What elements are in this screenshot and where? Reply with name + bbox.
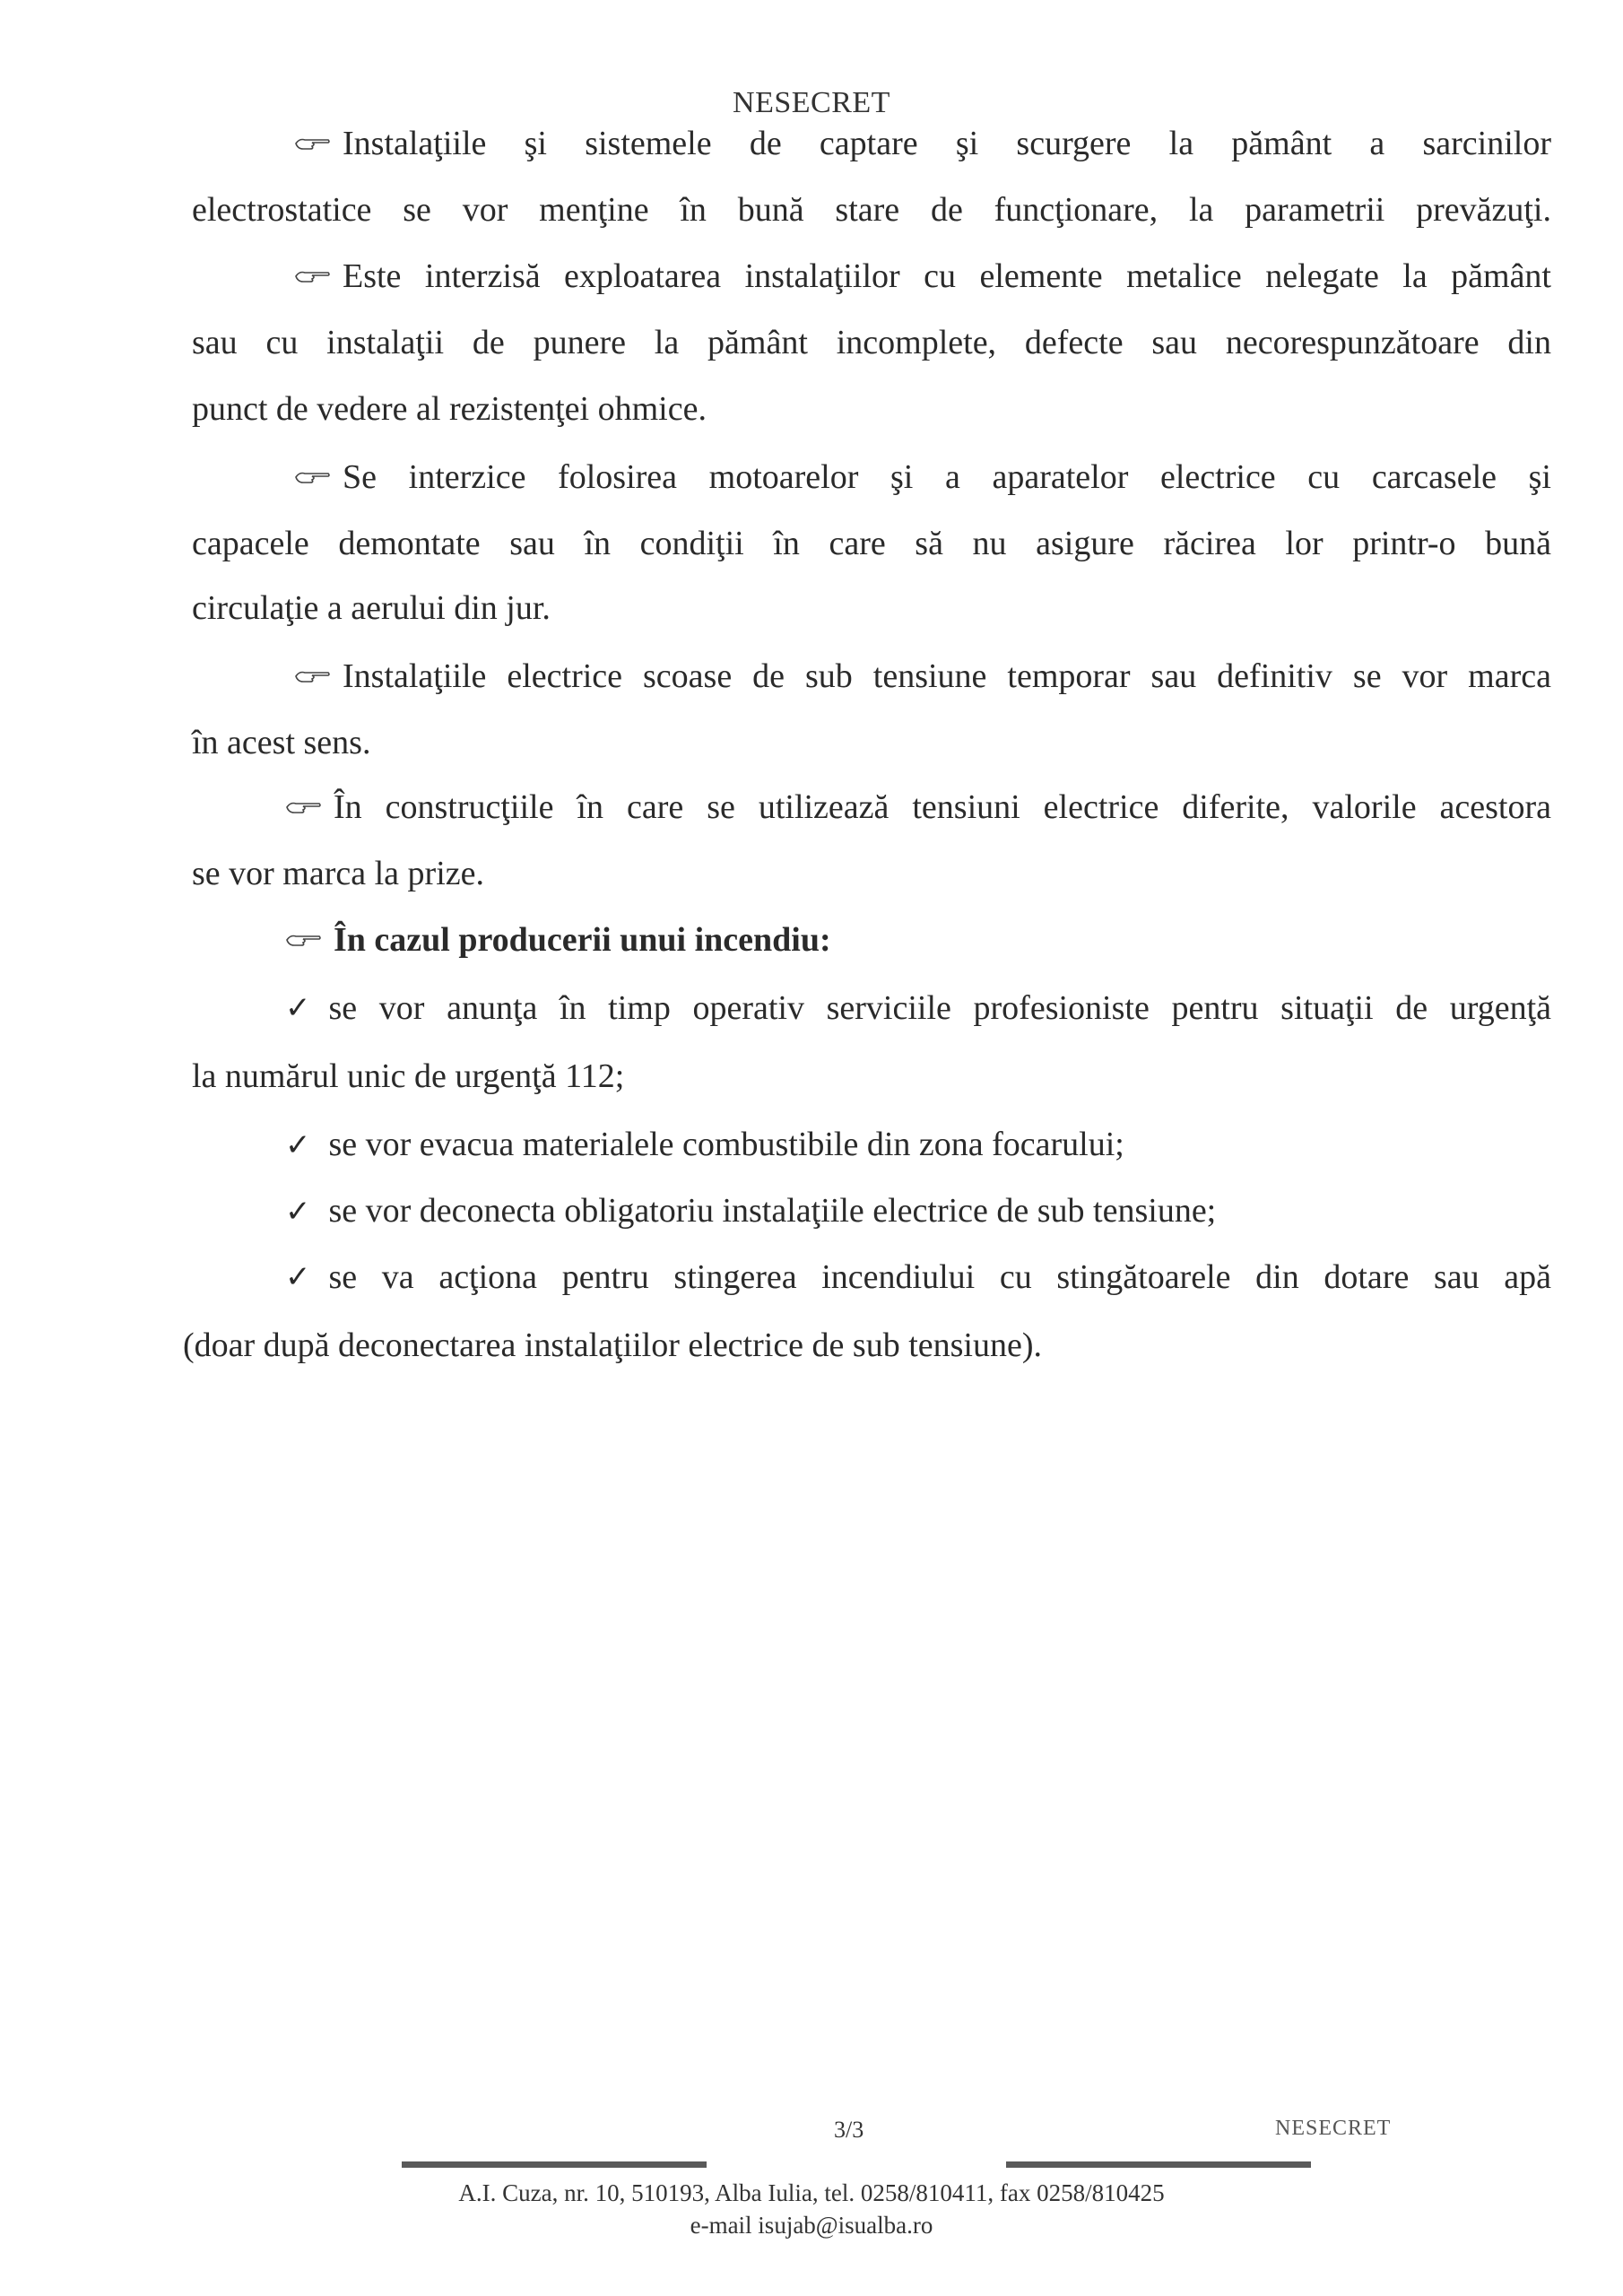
text-line: sau cu instalaţii de punere la pământ incomplete, defecte sau necorespunzătoare din [192, 324, 1551, 361]
text-line: în acest sens. [192, 724, 371, 761]
pointing-hand-icon [294, 468, 332, 486]
checkmark-icon: ✓ [285, 1259, 311, 1295]
text-line: Instalaţiile electrice scoase de sub tensiune temporar sau definitiv se vor marca [343, 657, 1551, 695]
text-line: se vor deconecta obligatoriu instalaţiile electrice de sub tensiune; [328, 1192, 1217, 1230]
footer-address: A.I. Cuza, nr. 10, 510193, Alba Iulia, tel. 0258/810411, fax 0258/810425 [458, 2179, 1165, 2206]
text-line: punct de vedere al rezistenţei ohmice. [192, 390, 707, 428]
text-line: În construcţiile în care se utilizează tensiuni electrice diferite, valorile acestora [334, 788, 1551, 826]
pointing-hand-icon [285, 931, 323, 949]
text-line: Este interzisă exploatarea instalaţiilor cu elemente metalice nelegate la pământ [343, 257, 1551, 295]
text-line: se va acţiona pentru stingerea incendiului cu stingătoarele din dotare sau apă [328, 1258, 1551, 1296]
text-line: se vor anunţa în timp operativ serviciile profesioniste pentru situaţii de urgenţă [328, 989, 1551, 1027]
bullet-paragraph [285, 920, 831, 960]
checklist-item [285, 1125, 1124, 1164]
section-heading: În cazul producerii unui incendiu: [334, 921, 831, 959]
checklist-item [285, 1191, 1216, 1231]
bullet-paragraph [294, 457, 1551, 497]
classification-footer: NESECRET [1275, 2117, 1392, 2140]
pointing-hand-icon [294, 667, 332, 685]
footer-divider-right [1006, 2161, 1311, 2168]
bullet-paragraph [294, 124, 1551, 163]
checkmark-icon: ✓ [285, 1127, 311, 1163]
pointing-hand-icon [285, 798, 323, 816]
text-line: circulaţie a aerului din jur. [192, 589, 551, 627]
text-line: se vor evacua materialele combustibile din zona focarului; [328, 1126, 1124, 1163]
checklist-item [285, 988, 1551, 1028]
pointing-hand-icon [294, 267, 332, 285]
text-line: se vor marca la prize. [192, 855, 484, 892]
bullet-paragraph [285, 787, 1551, 827]
bullet-paragraph [294, 257, 1551, 296]
text-line: la numărul unic de urgenţă 112; [192, 1057, 625, 1095]
bullet-paragraph [294, 657, 1551, 696]
checkmark-icon: ✓ [285, 990, 311, 1026]
text-line: electrostatice se vor menţine în bună stare de funcţionare, la parametrii prevăzuţi. [192, 191, 1551, 229]
text-line: (doar după deconectarea instalaţiilor electrice de sub tensiune). [183, 1326, 1042, 1364]
footer-email: e-mail isujab@isualba.ro [690, 2212, 933, 2239]
text-line: Instalaţiile şi sistemele de captare şi scurgere la pământ a sarcinilor [343, 125, 1551, 162]
text-line: Se interzice folosirea motoarelor şi a aparatelor electrice cu carcasele şi [343, 458, 1551, 496]
classification-header: NESECRET [733, 86, 890, 119]
checkmark-icon: ✓ [285, 1194, 311, 1230]
text-line: capacele demontate sau în condiţii în care să nu asigure răcirea lor printr-o bună [192, 525, 1551, 562]
page-number: 3/3 [834, 2117, 864, 2143]
footer-divider-left [402, 2161, 707, 2168]
checklist-item [285, 1257, 1551, 1297]
pointing-hand-icon [294, 135, 332, 152]
